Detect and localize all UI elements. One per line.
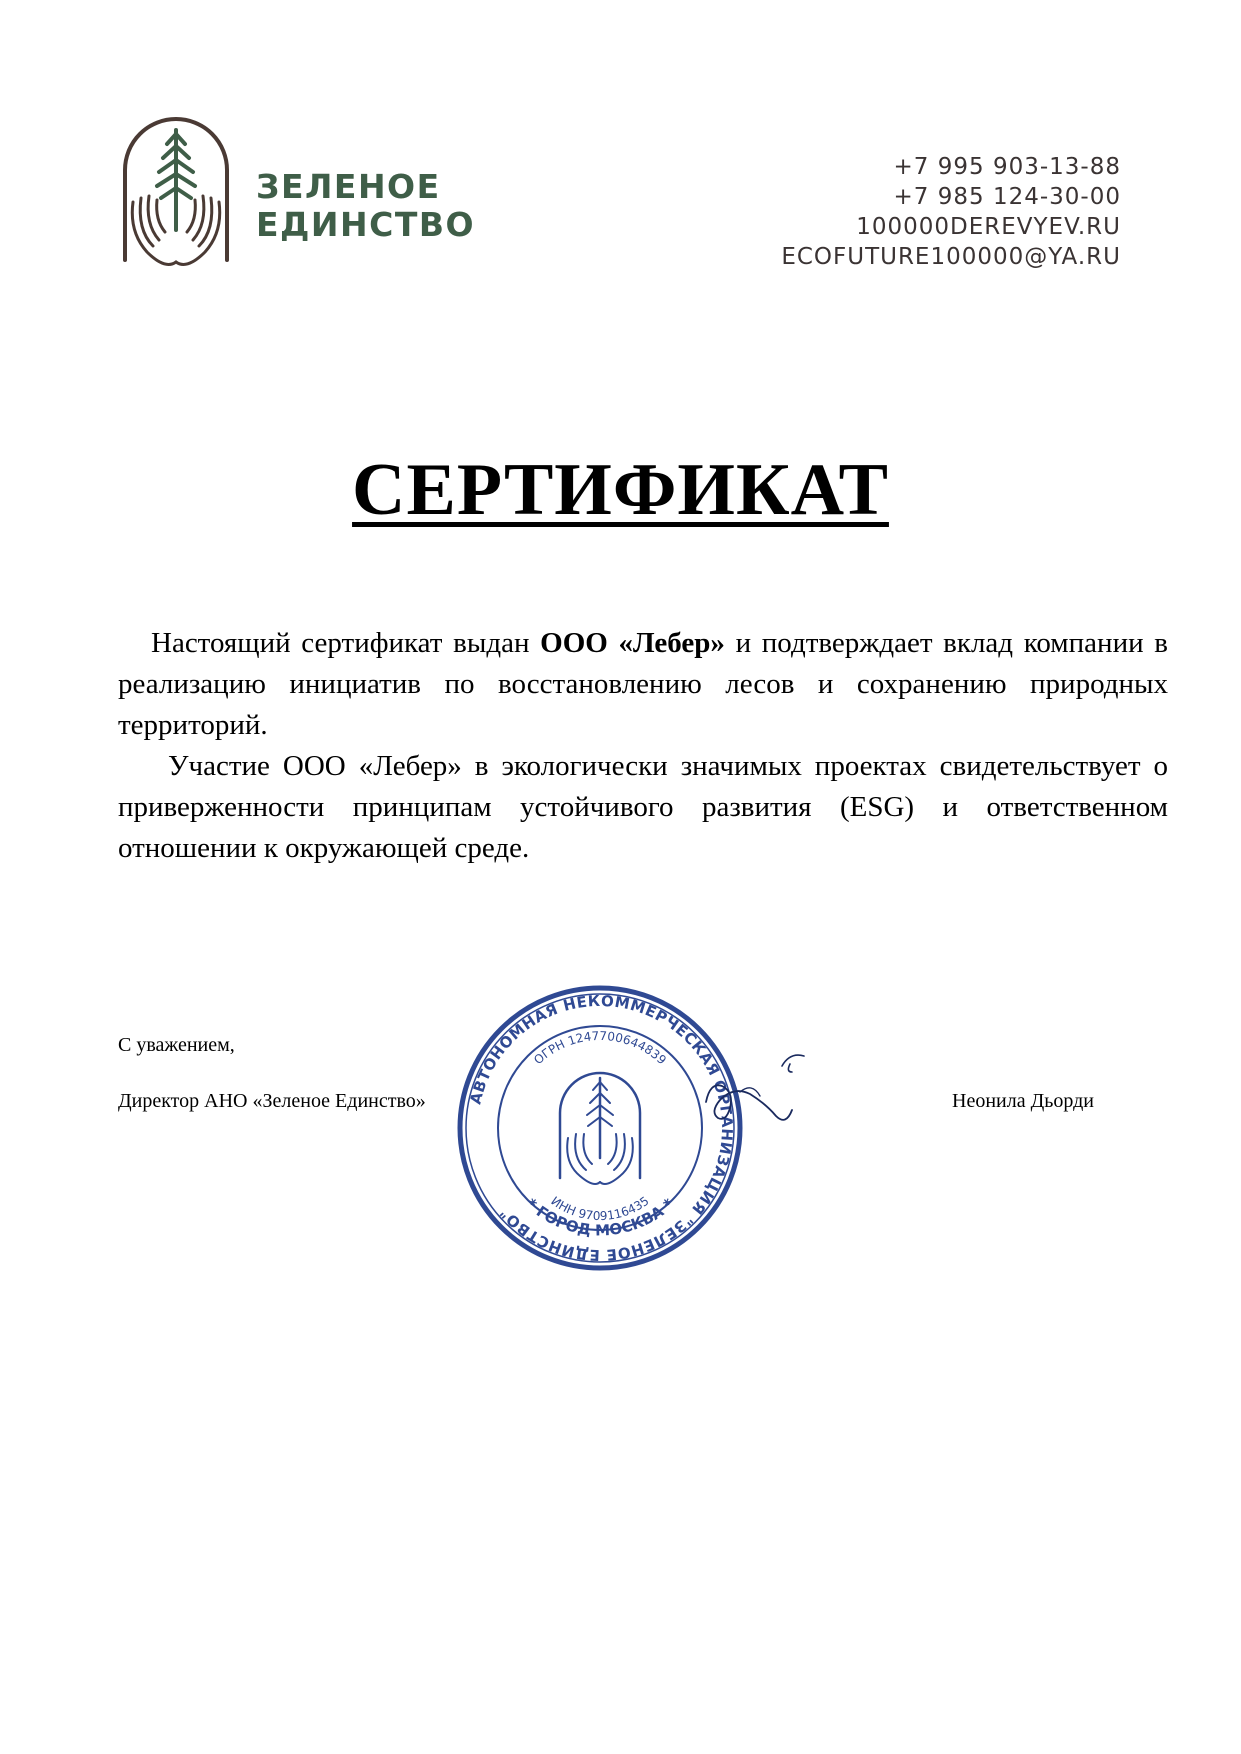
signer-name: Неонила Дьорди [952,1090,1094,1112]
director-title: Директор АНО «Зеленое Единство» [118,1090,426,1112]
logo-line-1: ЗЕЛЕНОЕ [256,167,441,206]
p1-end: и подтверждает вклад компании в реализацию инициатив по восстановлению лесов и сохранению природных территорий. [118,627,1168,741]
organization-name-logo [256,168,475,244]
certificate-title: СЕРТИФИКАТ [352,449,889,531]
phone-1: +7 995 903-13-88 [893,154,1121,180]
stamp-emblem-icon [560,1073,640,1184]
regards-text: С уважением, [118,1034,235,1056]
stamp-ogrn: ОГРН 1247700644839 [531,1028,669,1068]
certificate-body [118,623,1168,869]
phone-2: +7 985 124-30-00 [893,184,1121,210]
certificate-title-wrap [0,448,1241,532]
p1-start: Настоящий сертификат выдан [151,627,541,659]
handwritten-signature [700,1042,820,1142]
website: 100000DEREVYEV.RU [856,214,1121,240]
stamp-bottom-text: * ГОРОД МОСКВА * [522,1194,678,1240]
company-name: ООО «Лебер» [540,627,725,659]
svg-text:ОГРН 1247700644839 [531,1029,669,1067]
body-paragraph-2: Участие ООО «Лебер» в экологически значимых проектах свидетельствует о приверженности принципам устойчивого развития (ESG) и ответственном отношении к окружающей среде. [118,750,1168,864]
stamp-outer-text: АВТОНОМНАЯ НЕКОММЕРЧЕСКАЯ ОРГАНИЗАЦИЯ "ЗЕЛЕНОЕ ЕДИНСТВО" [466,991,737,1265]
email: ECOFUTURE100000@YA.RU [781,244,1121,270]
organization-logo-icon [117,112,235,274]
logo-line-2: ЕДИНСТВО [256,205,476,244]
contact-block [781,152,1121,272]
body-paragraph-1 [118,623,1168,746]
stamp-inn: ИНН 9709116435 [548,1193,652,1224]
